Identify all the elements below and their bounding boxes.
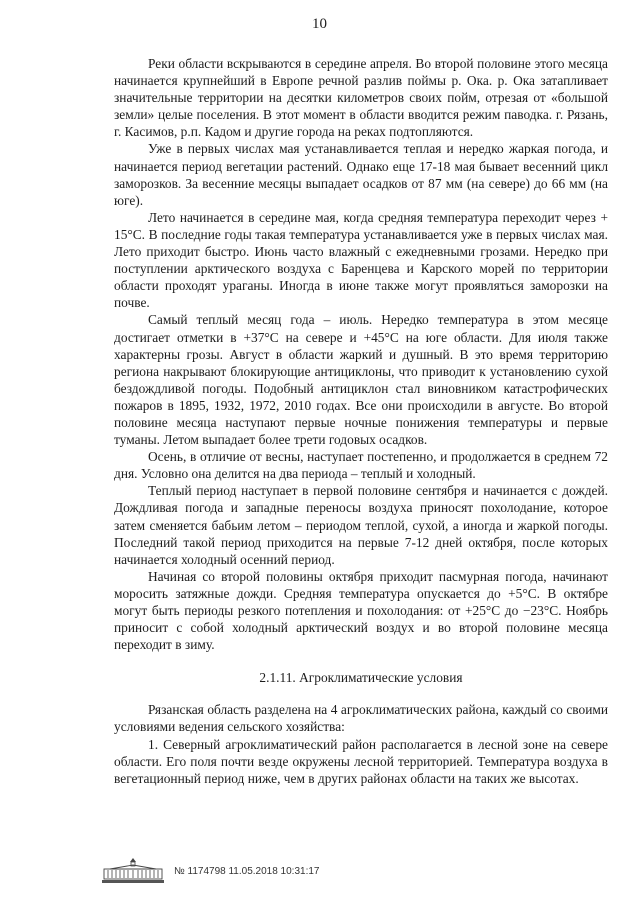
- paragraph: Реки области вскрываются в середине апреля. Во второй половине этого месяца начинается крупнейший в Европе речной разлив поймы р. Ока. р. Ока затапливает значительные территории на десятки километров своих пойм, отрезая от «большой земли» целые поселения. В этот момент в области вводится режим паводка. г. Рязань, г. Касимов, р.п. Кадом и другие города на реках подтопляются.: [114, 56, 608, 140]
- paragraph: Начиная со второй половины октября приходит пасмурная погода, начинают моросить затяжные дожди. Средняя температура опускается до +5°C. В октябре могут быть периоды резкого потепления и похолодания: от +25°C до −23°C. Ноябрь приносит с собой холодный арктический воздух и во второй половине месяца переходит в зиму.: [114, 568, 608, 653]
- paragraph: Рязанская область разделена на 4 агроклиматических района, каждый со своими условиями ведения сельского хозяйства:: [114, 702, 608, 735]
- paragraph: Осень, в отличие от весны, наступает постепенно, и продолжается в среднем 72 дня. Условно она делится на два периода – теплый и холодный.: [114, 449, 608, 482]
- section-heading: 2.1.11. Агроклиматические условия: [259, 670, 463, 686]
- paragraph: Теплый период наступает в первой половине сентября и начинается с дождей. Дождливая погода и западные переносы воздуха приносят похолодание, которое затем сменяется бабьим летом – периодом теплой, сухой, а иногда и жаркой погоды. Последний такой период приходится на первые 7-12 дней октября, после которых начинается холодный осенний период.: [114, 483, 608, 567]
- paragraph: Уже в первых числах мая устанавливается теплая и нередко жаркая погода, и начинается период вегетации растений. Однако еще 17-18 мая бывает весенний цикл заморозков. За весенние месяцы выпадает осадков от 87 мм (на севере) до 66 мм (на юге).: [114, 141, 608, 208]
- page-number: 10: [312, 16, 327, 32]
- document-body: [114, 55, 608, 787]
- stamp-text: № 1174798 11.05.2018 10:31:17: [174, 865, 320, 877]
- government-building-logo: [98, 856, 168, 886]
- paragraph: Лето начинается в середине мая, когда средняя температура переходит через + 15°C. В последние годы такая температура устанавливается уже в первых числах мая. Лето приходит быстро. Июнь часто влажный с ежедневными грозами. Нередко при поступлении арктического воздуха с Баренцева и Карского морей по территории области проходят ураганы. Иногда в июне также могут проявляться заморозки на почве.: [114, 209, 608, 311]
- paragraph: 1. Северный агроклиматический район располагается в лесной зоне на севере области. Его поля почти везде окружены лесной территорией. Температура воздуха в вегетационный период ниже, чем в других районах области на таких же высотах.: [114, 736, 608, 786]
- paragraph: Самый теплый месяц года – июль. Нередко температура в этом месяце достигает отметки в +37°C на севере и +45°C на юге области. Для июля также характерны грозы. Август в области жаркий и душный. В это время территорию региона накрывают блокирующие антициклоны, что приводит к установлению сухой бездождливой погоды. Подобный антициклон стал виновником катастрофических пожаров в 1895, 1932, 1972, 2010 годах. Все они происходили в августе. Во второй половине месяца наступают первые ночные понижения температуры и первые туманы. Летом выпадает более трети годовых осадков.: [114, 312, 608, 448]
- document-stamp: [98, 856, 319, 886]
